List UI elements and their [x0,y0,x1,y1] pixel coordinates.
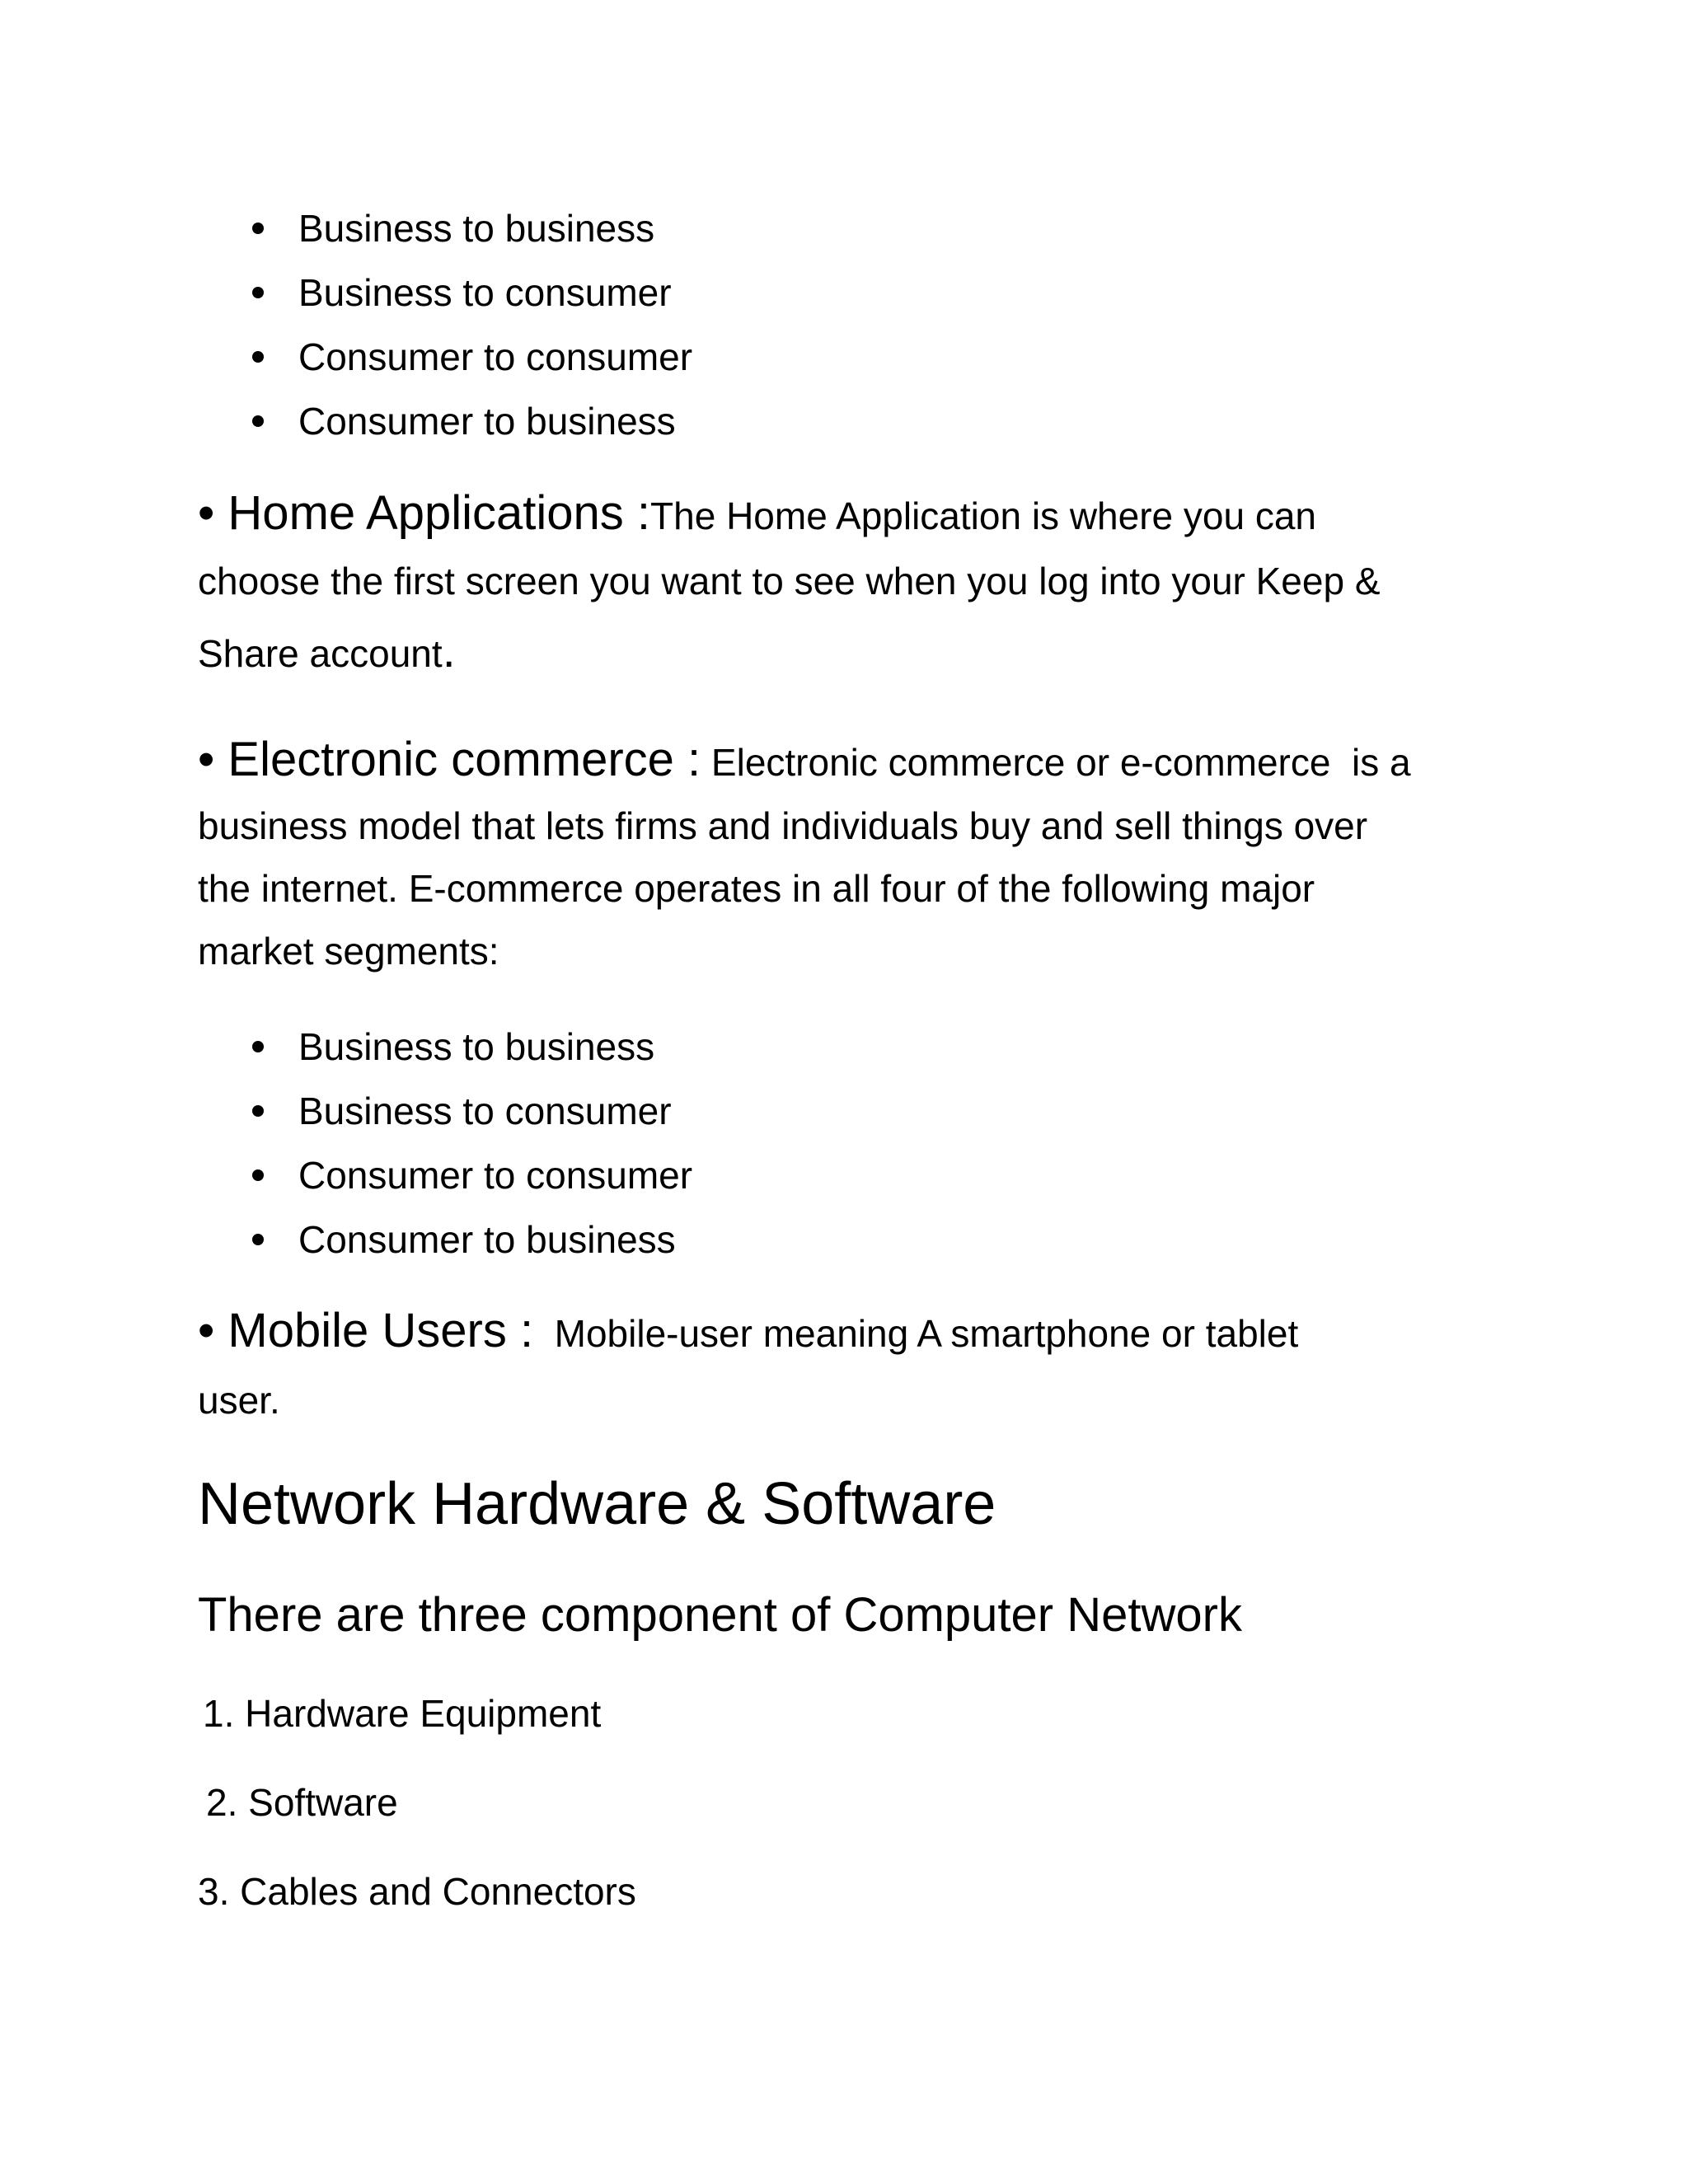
bullet-icon [252,287,264,298]
electronic-commerce-paragraph [198,725,1517,982]
electronic-commerce-text: Electronic commerce or e-commerce is a [701,741,1411,784]
mobile-users-paragraph [198,1296,1517,1435]
list-item [252,260,692,325]
bullet-icon [252,1105,264,1117]
bullet-icon [252,351,264,363]
paragraph-line: choose the first screen you want to see when you log into your Keep & [198,560,1381,602]
paragraph-line: business model that lets firms and individuals buy and sell things over [198,804,1368,847]
list-item [252,1079,692,1143]
paragraph-line [198,616,1517,687]
market-segments-list-top [252,196,692,453]
bullet-icon [252,1169,264,1181]
section-heading: Network Hardware & Software [198,1471,996,1537]
paragraph-line: the internet. E-commerce operates in all four of the following major [198,867,1315,910]
list-item-label: Business to business [298,207,655,250]
list-item [252,325,692,389]
home-applications-paragraph [198,480,1517,687]
section-subheading: There are three component of Computer Network [198,1588,1242,1642]
paragraph-line [198,480,1517,546]
paragraph-line [198,725,1517,794]
paragraph-line [198,1296,1517,1366]
list-item-label: Business to business [298,1025,655,1068]
paragraph-line: user. [198,1379,280,1422]
mobile-users-term: • Mobile Users : [198,1304,534,1357]
list-item-label: Business to consumer [298,1090,672,1132]
list-item-label: Business to consumer [298,271,672,314]
list-item-label: Consumer to business [298,1218,676,1261]
list-item-label: Consumer to consumer [298,335,693,378]
home-applications-text: The Home Application is where you can [650,494,1317,537]
bullet-icon [252,415,264,427]
paragraph-line: market segments: [198,930,499,972]
mobile-users-text: Mobile-user meaning A smartphone or tablet [533,1312,1299,1355]
bullet-icon [252,1234,264,1245]
bullet-icon [252,223,264,234]
bullet-icon [252,1041,264,1052]
period-mark: . [442,624,456,677]
list-item [252,1143,692,1207]
list-item [252,196,692,260]
list-item [252,1207,692,1272]
electronic-commerce-term: • Electronic commerce : [198,733,701,786]
list-item [252,389,692,453]
numbered-item: 3. Cables and Connectors [198,1870,636,1913]
numbered-item: 1. Hardware Equipment [203,1692,602,1735]
list-item-label: Consumer to business [298,400,676,443]
numbered-item: 2. Software [206,1781,398,1824]
list-item [252,1015,692,1079]
market-segments-list-bottom [252,1015,692,1272]
list-item-label: Consumer to consumer [298,1154,693,1197]
paragraph-text: Share account [198,632,443,675]
home-applications-term: • Home Applications : [198,486,651,540]
